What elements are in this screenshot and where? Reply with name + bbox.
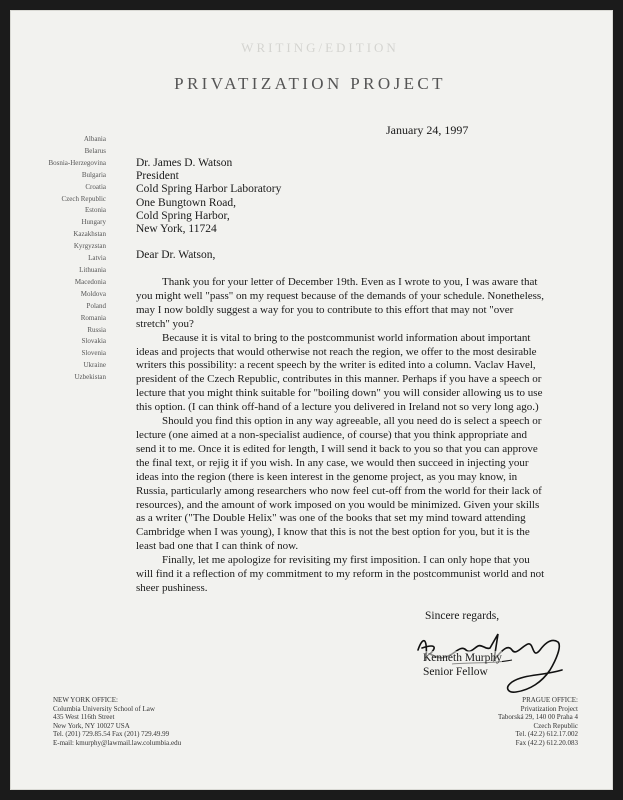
country-item: Romania <box>80 313 106 322</box>
recipient-street: One Bungtown Road, <box>136 196 236 209</box>
letterhead-title: PRIVATIZATION PROJECT <box>174 74 446 93</box>
country-item: Moldova <box>80 289 106 298</box>
recipient-title: President <box>136 170 179 183</box>
signer-title: Senior Fellow <box>423 666 488 678</box>
office-heading: NEW YORK OFFICE: <box>53 696 118 704</box>
office-heading: PRAGUE OFFICE: <box>522 696 578 704</box>
letter-page <box>10 10 613 790</box>
office-line: Privatization Project <box>520 704 578 713</box>
country-item: Latvia <box>88 254 106 263</box>
office-fax: Fax (42.2) 612.20.083 <box>515 738 578 747</box>
country-item: Poland <box>86 301 106 310</box>
faint-watermark: WRITING/EDITION <box>241 40 399 55</box>
office-line: Taborská 29, 140 00 Praha 4 <box>498 713 578 722</box>
office-line: Czech Republic <box>533 721 578 730</box>
office-phone: Tel. (201) 729.85.54 Fax (201) 729.49.99 <box>53 730 170 739</box>
office-line: 435 West 116th Street <box>53 713 115 722</box>
country-item: Slovenia <box>81 349 106 358</box>
country-item: Lithuania <box>79 265 106 274</box>
country-item: Croatia <box>85 182 106 191</box>
new-york-office <box>53 696 181 748</box>
country-item: Czech Republic <box>61 194 106 203</box>
country-item: Uzbekistan <box>74 373 106 382</box>
recipient-town: Cold Spring Harbor, <box>136 209 230 222</box>
recipient-state-zip: New York, 11724 <box>136 223 217 236</box>
closing: Sincere regards, <box>425 610 500 622</box>
signer-name: Kenneth Murphy <box>423 652 502 664</box>
paragraph: Finally, let me apologize for revisiting my first imposition. I can only hope that you will find it a reflection of my commitment to my reform in the postcommunist world and not sheer pushiness. <box>136 554 545 594</box>
country-item: Belarus <box>84 146 106 155</box>
paragraph: Should you find this option in any way agreeable, all you need do is select a speech or lecture (one aimed at a non-specialist audience, of course) that you think appropriate and send it to me. Once it is edited for length, I will send it back to you so that you can approve the final text, or rejig it if you wish. In any case, we would then succeed in injecting your ideas into the region (there is keen interest in the genome project, as you may know, in Russia, particularly among researchers who now feel cut-off from the world for their lack of resources), and the amount of work imposed on you would be minimized. Given your skills as a writer ("The Double Helix" was one of the books that set my mind toward attending Cambridge when I was young), I know that this is not the best option for you, but it is the least bad one that I can think of now. <box>136 415 542 553</box>
country-item: Slovakia <box>81 337 106 346</box>
letter-body <box>136 276 546 596</box>
country-item: Russia <box>87 325 106 334</box>
signer-block <box>423 651 502 679</box>
office-line: Columbia University School of Law <box>53 704 155 713</box>
country-item: Bulgaria <box>81 170 106 179</box>
country-item: Bosnia-Herzegovina <box>48 158 106 167</box>
country-item: Albania <box>83 135 106 143</box>
letter-date: January 24, 1997 <box>386 123 469 137</box>
country-list <box>26 134 106 384</box>
prague-office <box>450 696 578 748</box>
recipient-name: Dr. James D. Watson <box>136 157 233 169</box>
recipient-organization: Cold Spring Harbor Laboratory <box>136 183 282 196</box>
recipient-address <box>136 157 281 236</box>
country-item: Estonia <box>85 206 106 215</box>
office-email: E-mail: kmurphy@lawmail.law.columbia.edu <box>53 738 182 747</box>
country-item: Kazakhstan <box>73 230 106 239</box>
country-item: Kyrgyzstan <box>73 242 106 251</box>
country-item: Ukraine <box>83 361 106 370</box>
salutation: Dear Dr. Watson, <box>136 249 216 261</box>
paragraph: Thank you for your letter of December 19th. Even as I wrote to you, I was aware that you might well "pass" on my request because of the demands of your schedule. Nonetheless, may I now boldly suggest a way for you to contribute to this effort that may not "over stretch" you? <box>136 276 544 330</box>
country-item: Macedonia <box>74 277 106 286</box>
office-line: New York, NY 10027 USA <box>53 721 130 730</box>
office-phone: Tel. (42.2) 612.17.002 <box>515 730 578 739</box>
paragraph: Because it is vital to bring to the postcommunist world information about important ideas and projects that would otherwise not reach the region, we offer to the most desirable writers this possibility: a recent speech by the writer is edited into a column. Vaclav Havel, president of the Czech Republic, contributes in this manner. Perhaps if you have a speech or lecture that you might think suitable for "boiling down" you will consider allowing us to use this option. (I can think off-hand of a lecture you delivered in Ireland not so very long ago.) <box>136 331 543 414</box>
country-item: Hungary <box>81 218 106 227</box>
